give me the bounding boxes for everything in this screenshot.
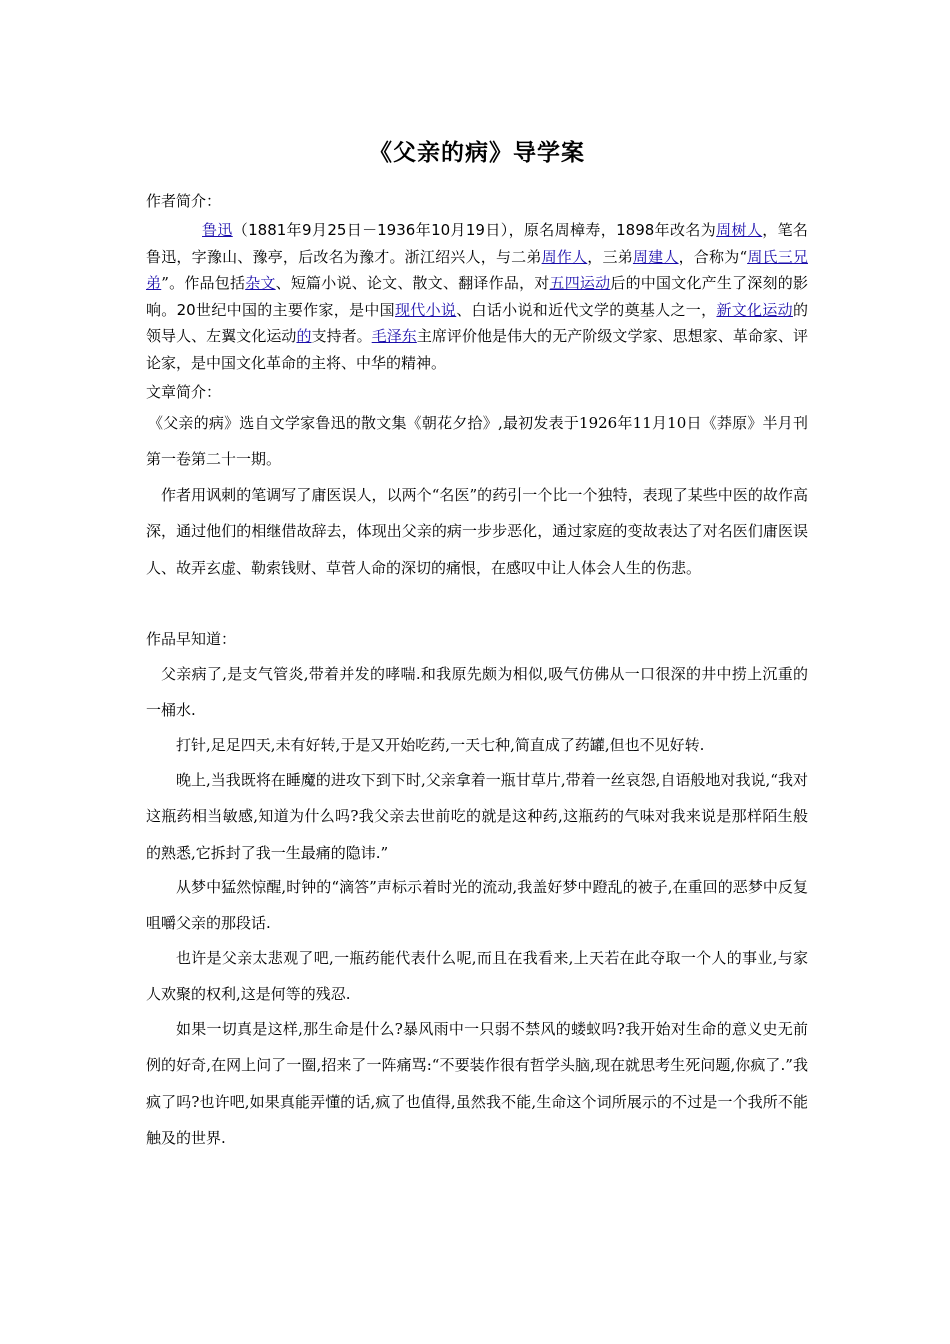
article-heading: 文章简介： [146, 383, 222, 401]
author-heading: 作者简介： [146, 192, 222, 210]
works-heading: 作品早知道： [146, 630, 237, 648]
works-paragraph-2: 打针,足足四天,未有好转,于是又开始吃药,一天七种,简直成了药罐,但也不见好转. [176, 736, 705, 754]
works-paragraph-4: 从梦中猛然惊醒,时钟的“滴答”声标示着时光的流动,我盖好梦中蹬乱的被子,在重回的恶梦中反复咀嚼父亲的那段话. [146, 878, 808, 933]
link-de[interactable]: 的 [296, 327, 312, 346]
works-paragraph-6: 如果一切真是这样,那生命是什么?暴风雨中一只弱不禁风的蝼蚁吗?我开始对生命的意义史无前例的好奇,在网上问了一圈,招来了一阵痛骂:“不要装作很有哲学头脑,现在就思考生死问题,你疯了.”我疯了吗?也许吧,如果真能弄懂的话,疯了也值得,虽然我不能,生命这个词所展示的不过是一个我所不能触及的世界. [146, 1020, 808, 1148]
author-bio-paragraph: 鲁迅（1881年9月25日－1936年10月19日），原名周樟寿，1898年改名为周树人，笔名鲁迅，字豫山、豫亭，后改名为豫才。浙江绍兴人，与二弟周作人，三弟周建人，合称为“周氏三兄弟”。作品包括杂文、短篇小说、论文、散文、翻译作品，对五四运动后的中国文化产生了深刻的影响。20世纪中国的主要作家，是中国现代小说、白话小说和近代文学的奠基人之一，新文化运动的领导人、左翼文化运动的支持者。毛泽东主席评价他是伟大的无产阶级文学家、思想家、革命家、评论家，是中国文化革命的主将、中华的精神。 [146, 221, 808, 372]
link-luxun[interactable]: 鲁迅 [202, 221, 233, 239]
link-mao[interactable]: 毛泽东 [371, 327, 417, 346]
works-paragraph-1: 父亲病了,是支气管炎,带着并发的哮喘.和我原先颇为相似,吸气仿佛从一口很深的井中捞上沉重的一桶水. [146, 665, 808, 720]
link-new-culture-movement[interactable]: 新文化运动 [716, 300, 793, 319]
link-modern-novel[interactable]: 现代小说 [395, 300, 457, 319]
works-paragraph-5: 也许是父亲太悲观了吧,一瓶药能代表什么呢,而且在我看来,上天若在此夺取一个人的事业,与家人欢聚的权利,这是何等的残忍. [146, 949, 808, 1004]
page-title: 《父亲的病》导学案 [369, 140, 585, 166]
article-intro-paragraph-2: 作者用讽刺的笔调写了庸医误人，以两个“名医”的药引一个比一个独特，表现了某些中医的故作高深，通过他们的相继借故辞去，体现出父亲的病一步步恶化，通过家庭的变故表达了对名医们庸医误人、故弄玄虚、勒索钱财、草菅人命的深切的痛恨，在感叹中让人体会人生的伤悲。 [146, 486, 808, 577]
link-zhoushi-brothers[interactable]: 周氏三兄弟 [146, 247, 808, 293]
link-zhoushuren[interactable]: 周树人 [716, 221, 763, 239]
works-paragraph-3: 晚上,当我既将在睡魔的进攻下到下时,父亲拿着一瓶甘草片,带着一丝哀怨,自语般地对我说,“我对这瓶药相当敏感,知道为什么吗?我父亲去世前吃的就是这种药,这瓶药的气味对我来说是那样陌生般的熟悉,它拆封了我一生最痛的隐讳.” [146, 771, 808, 862]
link-zhouzuoren[interactable]: 周作人 [541, 247, 588, 266]
link-wusi-movement[interactable]: 五四运动 [549, 274, 611, 293]
article-intro-paragraph-1: 《父亲的病》选自文学家鲁迅的散文集《朝花夕拾》,最初发表于1926年11月10日《莽原》半月刊第一卷第二十一期。 [146, 414, 808, 469]
link-zhoujianren[interactable]: 周建人 [632, 247, 679, 266]
link-zawen[interactable]: 杂文 [245, 274, 276, 293]
